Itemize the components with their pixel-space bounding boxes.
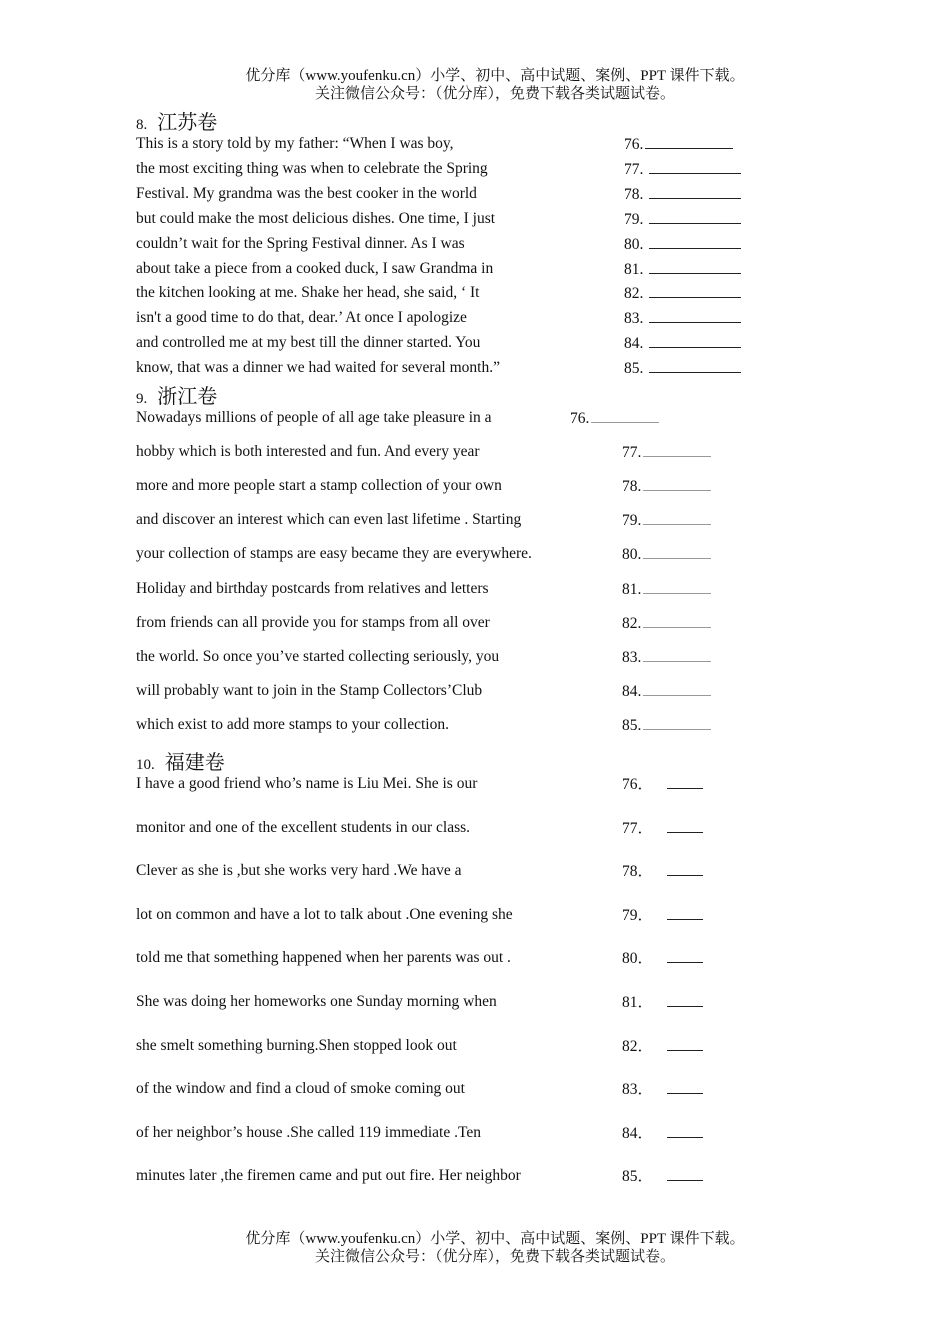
- answer-number: 85．: [622, 1168, 654, 1186]
- answer-slot: [624, 234, 741, 255]
- answer-number: 84.: [622, 682, 642, 700]
- answer-number: 84.: [624, 335, 648, 353]
- answer-number: 85.: [622, 716, 642, 734]
- answer-blank[interactable]: [667, 774, 703, 789]
- question-line: [136, 442, 836, 462]
- section-name: 浙江卷: [157, 384, 218, 408]
- answer-slot: [622, 647, 711, 668]
- answer-slot: [622, 948, 703, 969]
- answer-slot: [624, 134, 733, 155]
- answer-slot: [622, 476, 711, 497]
- answer-number: 83.: [624, 310, 648, 328]
- answer-slot: [624, 283, 741, 304]
- answer-number: 77．: [622, 819, 654, 837]
- section-title-jiangsu: [136, 106, 217, 135]
- answer-blank[interactable]: [643, 476, 711, 491]
- answer-slot: [624, 184, 741, 205]
- question-line: [136, 905, 836, 925]
- answer-blank[interactable]: [667, 992, 703, 1007]
- passage-text: your collection of stamps are easy became they are everywhere.: [136, 545, 532, 563]
- answer-blank[interactable]: [667, 1079, 703, 1094]
- answer-slot: [622, 1079, 703, 1100]
- answer-blank[interactable]: [649, 209, 741, 224]
- answer-blank[interactable]: [667, 818, 703, 833]
- section-number: 10.: [136, 757, 155, 773]
- answer-slot: [622, 510, 711, 531]
- answer-number: 76.: [624, 136, 644, 153]
- question-line: [136, 613, 836, 633]
- answer-blank[interactable]: [667, 905, 703, 920]
- passage-text: the kitchen looking at me. Shake her head, she said, ‘ It: [136, 284, 480, 302]
- passage-text: couldn’t wait for the Spring Festival dinner. As I was: [136, 234, 465, 252]
- passage-text: will probably want to join in the Stamp Collectors’Club: [136, 681, 483, 699]
- answer-number: 76.: [570, 410, 590, 427]
- answer-slot: [622, 544, 711, 565]
- answer-slot: [622, 579, 711, 600]
- answer-slot: [624, 358, 741, 379]
- passage-text: monitor and one of the excellent students in our class.: [136, 818, 471, 836]
- passage-text: Holiday and birthday postcards from relatives and letters: [136, 579, 489, 597]
- answer-number: 80.: [622, 546, 642, 564]
- header-line-2: 关注微信公众号：（优分库），免费下载各类试题试卷。: [314, 86, 675, 102]
- answer-slot: [624, 209, 741, 230]
- section-number: 8.: [136, 117, 148, 133]
- answer-number: 81.: [622, 580, 642, 598]
- passage-text: and controlled me at my best till the dinner started. You: [136, 334, 481, 352]
- passage-text: but could make the most delicious dishes. One time, I just: [136, 209, 496, 227]
- passage-text: which exist to add more stamps to your collection.: [136, 715, 449, 733]
- page-header: [0, 67, 950, 103]
- question-line: [136, 1079, 836, 1099]
- answer-blank[interactable]: [649, 308, 741, 323]
- header-line-1: 优分库（www.youfenku.cn）小学、初中、高中试题、案例、PPT 课件下载。: [245, 68, 745, 84]
- passage-text: told me that something happened when her parents was out .: [136, 949, 511, 967]
- question-line: [136, 1166, 836, 1186]
- question-line: [136, 134, 836, 154]
- answer-blank[interactable]: [643, 442, 711, 457]
- passage-text: Nowadays millions of people of all age take pleasure in a: [136, 409, 492, 426]
- passage-text: more and more people start a stamp collection of your own: [136, 477, 502, 495]
- answer-blank[interactable]: [649, 234, 741, 249]
- answer-blank[interactable]: [643, 681, 711, 696]
- passage-text: Clever as she is ,but she works very hard .We have a: [136, 862, 462, 880]
- answer-slot: [622, 442, 711, 463]
- passage-text: She was doing her homeworks one Sunday morning when: [136, 993, 497, 1010]
- question-line: [136, 333, 836, 353]
- question-line: [136, 1036, 836, 1056]
- answer-number: 77.: [624, 160, 648, 178]
- question-line: [136, 408, 836, 428]
- answer-blank[interactable]: [643, 715, 711, 730]
- question-line: [136, 159, 836, 179]
- answer-blank[interactable]: [667, 948, 703, 963]
- question-line: [136, 234, 836, 254]
- passage-text: from friends can all provide you for stamps from all over: [136, 613, 490, 631]
- answer-number: 78.: [622, 478, 642, 496]
- question-line: [136, 681, 836, 701]
- answer-number: 78．: [622, 863, 654, 881]
- passage-text: the most exciting thing was when to celebrate the Spring: [136, 159, 488, 177]
- question-line: [136, 861, 836, 881]
- question-line: [136, 283, 836, 303]
- answer-blank[interactable]: [667, 861, 703, 876]
- answer-slot: [622, 774, 703, 795]
- question-line: [136, 1123, 836, 1143]
- answer-number: 78.: [624, 185, 648, 203]
- answer-blank[interactable]: [645, 134, 733, 149]
- answer-blank[interactable]: [667, 1166, 703, 1181]
- passage-text: Festival. My grandma was the best cooker in the world: [136, 184, 477, 202]
- question-line: [136, 647, 836, 667]
- answer-number: 76．: [622, 776, 654, 793]
- answer-slot: [624, 159, 741, 180]
- passage-text: I have a good friend who’s name is Liu Mei. She is our: [136, 775, 478, 792]
- answer-number: 79.: [622, 512, 642, 530]
- section-number: 9.: [136, 391, 148, 407]
- passage-text: the world. So once you’ve started collecting seriously, you: [136, 647, 500, 665]
- answer-number: 80.: [624, 235, 648, 253]
- passage-text: This is a story told by my father: “When I was boy,: [136, 135, 454, 152]
- answer-number: 85.: [624, 360, 648, 378]
- answer-number: 77.: [622, 444, 642, 462]
- section-name: 福建卷: [164, 750, 225, 774]
- answer-number: 80．: [622, 950, 654, 968]
- answer-blank[interactable]: [591, 408, 659, 423]
- section-name: 江苏卷: [157, 110, 218, 134]
- answer-blank[interactable]: [643, 579, 711, 594]
- answer-number: 79．: [622, 906, 654, 924]
- answer-blank[interactable]: [649, 259, 741, 274]
- passage-text: of her neighbor’s house .She called 119 immediate .Ten: [136, 1123, 481, 1141]
- passage-text: about take a piece from a cooked duck, I saw Grandma in: [136, 259, 494, 277]
- question-line: [136, 476, 836, 496]
- answer-number: 84．: [622, 1124, 654, 1142]
- answer-blank[interactable]: [643, 510, 711, 525]
- answer-number: 81.: [624, 260, 648, 278]
- answer-number: 81．: [622, 994, 654, 1011]
- question-line: [136, 774, 836, 794]
- footer-line-2: 关注微信公众号：（优分库），免费下载各类试题试卷。: [314, 1249, 675, 1265]
- question-line: [136, 715, 836, 735]
- passage-text: she smelt something burning.Shen stopped look out: [136, 1036, 457, 1054]
- passage-text: hobby which is both interested and fun. And every year: [136, 443, 480, 461]
- answer-blank[interactable]: [643, 544, 711, 559]
- passage-text: of the window and find a cloud of smoke coming out: [136, 1080, 465, 1098]
- question-line: [136, 992, 836, 1012]
- question-line: [136, 818, 836, 838]
- footer-line-1: 优分库（www.youfenku.cn）小学、初中、高中试题、案例、PPT 课件下载。: [245, 1231, 745, 1247]
- passage-text: and discover an interest which can even last lifetime . Starting: [136, 511, 522, 529]
- question-line: [136, 259, 836, 279]
- answer-blank[interactable]: [649, 358, 741, 373]
- answer-slot: [622, 861, 703, 882]
- answer-slot: [622, 715, 711, 736]
- answer-blank[interactable]: [667, 1036, 703, 1051]
- answer-number: 82.: [622, 614, 642, 632]
- question-line: [136, 510, 836, 530]
- answer-blank[interactable]: [649, 184, 741, 199]
- answer-blank[interactable]: [649, 333, 741, 348]
- answer-slot: [624, 259, 741, 280]
- answer-blank[interactable]: [667, 1123, 703, 1138]
- answer-number: 83.: [622, 648, 642, 666]
- answer-slot: [622, 613, 711, 634]
- section-title-zhejiang: [136, 380, 217, 409]
- question-line: [136, 358, 836, 378]
- answer-number: 82.: [624, 285, 648, 303]
- passage-text: minutes later ,the firemen came and put out fire. Her neighbor: [136, 1167, 521, 1185]
- answer-blank[interactable]: [649, 283, 741, 298]
- answer-blank[interactable]: [643, 647, 711, 662]
- passage-text: isn't a good time to do that, dear.’ At once I apologize: [136, 309, 467, 327]
- answer-slot: [624, 333, 741, 354]
- passage-text: lot on common and have a lot to talk about .One evening she: [136, 905, 513, 923]
- answer-slot: [622, 1166, 703, 1187]
- answer-slot: [622, 818, 703, 839]
- answer-slot: [622, 1036, 703, 1057]
- answer-blank[interactable]: [643, 613, 711, 628]
- answer-slot: [622, 681, 711, 702]
- answer-slot: [622, 992, 703, 1013]
- passage-text: know, that was a dinner we had waited for several month.”: [136, 359, 500, 377]
- answer-number: 83．: [622, 1081, 654, 1099]
- question-line: [136, 948, 836, 968]
- answer-slot: [570, 408, 659, 429]
- page-footer: [0, 1230, 950, 1266]
- answer-slot: [622, 1123, 703, 1144]
- section-title-fujian: [136, 746, 225, 775]
- question-line: [136, 544, 836, 564]
- question-line: [136, 579, 836, 599]
- question-line: [136, 209, 836, 229]
- answer-number: 79.: [624, 210, 648, 228]
- answer-number: 82．: [622, 1037, 654, 1055]
- answer-blank[interactable]: [649, 159, 741, 174]
- answer-slot: [624, 308, 741, 329]
- question-line: [136, 308, 836, 328]
- answer-slot: [622, 905, 703, 926]
- question-line: [136, 184, 836, 204]
